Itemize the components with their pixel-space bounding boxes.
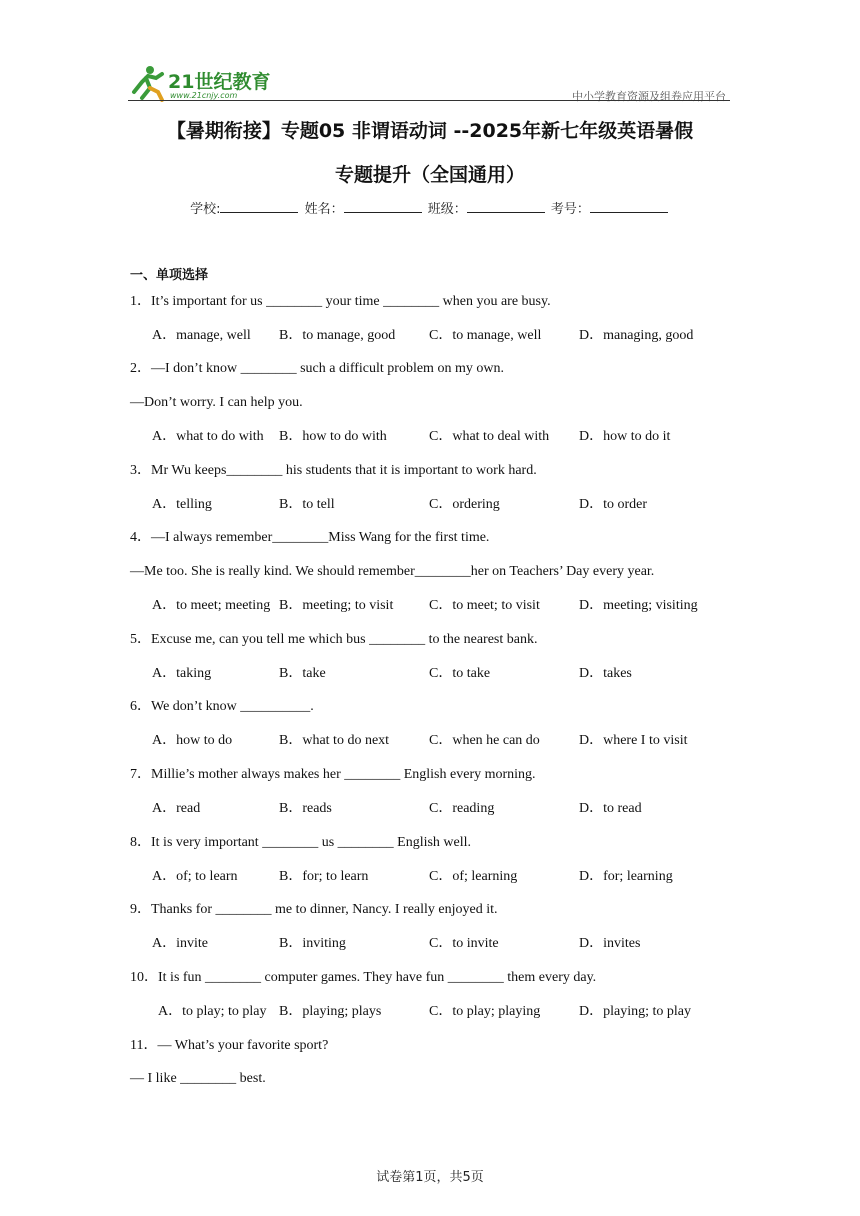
platform-text: 中小学教育资源及组卷应用平台 <box>572 90 726 103</box>
question-4: 4．—I always remember________Miss Wang for the first time. <box>130 530 490 545</box>
option-d: D．to order <box>579 497 648 512</box>
question-5: 5．Excuse me, can you tell me which bus ________ to the nearest bank. <box>130 632 538 647</box>
question-11-reply: — I like ________ best. <box>130 1071 266 1086</box>
option-d: D．to read <box>579 801 642 816</box>
option-b: B．to tell <box>279 497 335 512</box>
question-11: 11．— What’s your favorite sport? <box>130 1038 329 1053</box>
option-c: C．of; learning <box>429 869 518 884</box>
section-heading: 一、单项选择 <box>130 268 209 283</box>
name-label: 姓名： <box>304 202 344 217</box>
question-2-reply: —Don’t worry. I can help you. <box>130 395 303 410</box>
option-b: B．playing; plays <box>279 1004 382 1019</box>
option-d: D．meeting; visiting <box>579 598 698 613</box>
option-d: D．playing; to play <box>579 1004 691 1019</box>
option-a: A．manage, well <box>152 328 251 343</box>
option-b: B．how to do with <box>279 429 387 444</box>
option-b: B．for; to learn <box>279 869 369 884</box>
options-1 <box>152 328 752 344</box>
option-b: B．inviting <box>279 936 346 951</box>
options-7 <box>152 801 752 817</box>
option-a: A．to meet; meeting <box>152 598 271 613</box>
option-c: C．what to deal with <box>429 429 550 444</box>
option-c: C．ordering <box>429 497 500 512</box>
option-c: C．to invite <box>429 936 499 951</box>
school-blank <box>220 199 298 213</box>
option-d: D．for; learning <box>579 869 673 884</box>
options-5 <box>152 666 752 682</box>
question-10: 10．It is fun ________ computer games. They have fun ________ them every day. <box>130 970 597 985</box>
options-9 <box>152 936 752 952</box>
option-b: B．take <box>279 666 326 681</box>
option-b: B．reads <box>279 801 332 816</box>
question-8: 8．It is very important ________ us ________ English well. <box>130 835 472 850</box>
option-b: B．to manage, good <box>279 328 396 343</box>
option-c: C．reading <box>429 801 495 816</box>
options-8 <box>152 869 752 885</box>
option-c: C．to take <box>429 666 491 681</box>
logo <box>128 62 288 102</box>
option-a: A．read <box>152 801 201 816</box>
question-7: 7．Millie’s mother always makes her ________ English every morning. <box>130 767 536 782</box>
question-1: 1．It’s important for us ________ your time ________ when you are busy. <box>130 294 551 309</box>
header-divider <box>128 100 730 101</box>
options-6 <box>152 733 752 749</box>
option-d: D．invites <box>579 936 641 951</box>
page-title: 【暑期衔接】专题05 非谓语动词 --2025年新七年级英语暑假 <box>166 120 694 142</box>
option-a: A．taking <box>152 666 212 681</box>
student-info <box>0 198 860 217</box>
option-c: C．to manage, well <box>429 328 542 343</box>
option-a: A．invite <box>152 936 208 951</box>
options-4 <box>152 598 752 614</box>
exam-no-label: 考号： <box>550 202 590 217</box>
option-d: D．takes <box>579 666 632 681</box>
option-a: A．to play; to play <box>158 1004 267 1019</box>
option-a: A．of; to learn <box>152 869 238 884</box>
option-c: C．when he can do <box>429 733 540 748</box>
options-2 <box>152 429 752 445</box>
option-c: C．to play; playing <box>429 1004 541 1019</box>
class-label: 班级： <box>427 202 467 217</box>
question-4-reply: —Me too. She is really kind. We should remember________her on Teachers’ Day every year. <box>130 564 655 579</box>
option-a: A．telling <box>152 497 212 512</box>
running-figure-icon <box>134 66 162 100</box>
options-10 <box>152 1004 752 1020</box>
option-b: B．meeting; to visit <box>279 598 394 613</box>
logo-text: 21世纪教育 <box>168 71 271 93</box>
option-d: D．how to do it <box>579 429 671 444</box>
option-b: B．what to do next <box>279 733 390 748</box>
option-a: A．how to do <box>152 733 233 748</box>
school-label: 学校: <box>190 202 221 217</box>
page-header <box>128 62 730 102</box>
question-2: 2．—I don’t know ________ such a difficult problem on my own. <box>130 361 504 376</box>
name-blank <box>344 199 422 213</box>
question-9: 9．Thanks for ________ me to dinner, Nancy. I really enjoyed it. <box>130 902 498 917</box>
page-subtitle: 专题提升（全国通用） <box>334 164 525 186</box>
question-6: 6．We don’t know __________. <box>130 699 314 714</box>
class-blank <box>467 199 545 213</box>
option-d: D．where I to visit <box>579 733 688 748</box>
options-3 <box>152 497 752 513</box>
exam-no-blank <box>590 199 668 213</box>
logo-url: www.21cnjy.com <box>170 91 238 100</box>
option-c: C．to meet; to visit <box>429 598 540 613</box>
question-3: 3．Mr Wu keeps________ his students that it is important to work hard. <box>130 463 537 478</box>
page-footer: 试卷第1页，共5页 <box>376 1170 484 1185</box>
option-d: D．managing, good <box>579 328 694 343</box>
option-a: A．what to do with <box>152 429 264 444</box>
